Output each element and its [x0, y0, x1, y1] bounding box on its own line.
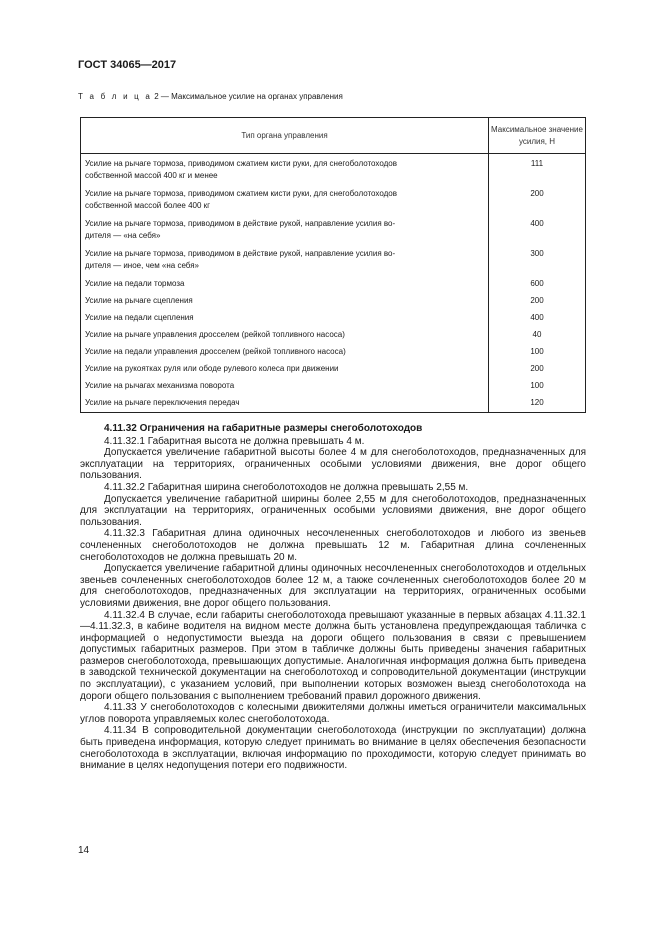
document-title: ГОСТ 34065—2017 — [78, 59, 177, 71]
paragraph: 4.11.34 В сопроводительной документации снегоболотохода (инструкции по эксплуатации) должна быть приведена информация, которую следует принимать во внимание в целях обеспечения безопасности снегоболотохода в эксплуатации, включая информацию по проходимости, которую следует принимать во внимание в целях недопущения потери его подвижности. — [80, 725, 586, 772]
table-row — [81, 216, 586, 246]
table-cell-value: 600 — [489, 276, 586, 293]
table-cell-value: 400 — [489, 216, 586, 246]
table-header-row — [81, 118, 586, 154]
table-cell-value: 300 — [489, 246, 586, 276]
paragraph: 4.11.32.3 Габаритная длина одиночных несочлененных снегоболотоходов и любого из звеньев сочлененных снегоболотоходов не должна превышать 12 м. Габаритная длина сочлененных снегоболотоходов не должна превышать 20 м. — [80, 528, 586, 563]
table-row — [81, 361, 586, 378]
table-cell-description: Усилие на педали управления дросселем (рейкой топливного насоса) — [81, 344, 489, 361]
table-row — [81, 327, 586, 344]
table-cell-value: 40 — [489, 327, 586, 344]
column-header-max-force — [489, 118, 586, 154]
table-cell-description: Усилие на рукоятках руля или ободе рулевого колеса при движении — [81, 361, 489, 378]
page-number: 14 — [78, 845, 90, 856]
table-row — [81, 395, 586, 413]
table-caption-text: 2 — Максимальное усилие на органах управления — [152, 92, 343, 101]
table-cell-description: Усилие на рычаге управления дросселем (рейкой топливного насоса) — [81, 327, 489, 344]
table-cell-value: 200 — [489, 361, 586, 378]
paragraph: Допускается увеличение габаритной высоты более 4 м для снегоболотоходов, предназначенных для эксплуатации на территориях, ограниченных особыми условиями движения, вне дорог общего пользования. — [80, 447, 586, 482]
paragraph: Допускается увеличение габаритной длины одиночных несочлененных снегоболотоходов и отдельных звеньев сочлененных снегоболотоходов более 12 м, а также сочлененных снегоболотоходов более 20 м для снегоболотоходов, предназначенных для эксплуатации на территориях, ограниченных особыми условиями движения, вне дорог общего пользования. — [80, 563, 586, 609]
table-row — [81, 186, 586, 216]
table-cell-value: 400 — [489, 310, 586, 327]
table-cell-value: 100 — [489, 378, 586, 395]
table-row — [81, 378, 586, 395]
column-header-control-type: Тип органа управления — [81, 118, 489, 154]
table-cell-description: Усилие на рычаге сцепления — [81, 293, 489, 310]
table-row — [81, 293, 586, 310]
paragraph: Допускается увеличение габаритной ширины более 2,55 м для снегоболотоходов, предназначенных для эксплуатации на территориях, ограниченных особыми условиями движения, вне дорог общего пользования. — [80, 493, 586, 528]
table-cell-value: 100 — [489, 344, 586, 361]
table-cell-description: Усилие на рычаге тормоза, приводимом в действие рукой, направление усилия во- дителя — «на себя» — [81, 216, 489, 246]
table-cell-description: Усилие на педали тормоза — [81, 276, 489, 293]
table-cell-description: Усилие на рычагах механизма поворота — [81, 378, 489, 395]
table-row — [81, 276, 586, 293]
table-row — [81, 154, 586, 187]
paragraph: 4.11.32.2 Габаритная ширина снегоболотоходов не должна превышать 2,55 м. — [104, 481, 469, 493]
section-heading: 4.11.32 Ограничения на габаритные размеры снегоболотоходов — [104, 423, 423, 434]
table-cell-value: 111 — [489, 154, 586, 187]
table-cell-value: 200 — [489, 293, 586, 310]
paragraph: 4.11.32.4 В случае, если габариты снегоболотохода превышают указанные в первых абзацах 4.11.32.1—4.11.32.3, в кабине водителя на видном месте должна быть установлена предупреждающая табличка с информацией о недопустимости выезда на дороги общего пользования в связи с превышением допустимых габаритных размеров. При этом в табличке должны быть приведены значения габаритных размеров снегоболотохода, превышающих допустимые. Аналогичная информация должна быть приведена в заводской технической документации на снегоболотоход и сопроводительной документации (инструкции по эксплуатации), с указанием условий, при выполнении которых возможен выезд снегоболотохода на дороги общего пользования с выполнением требований правил дорожного движения. — [80, 609, 586, 702]
table-row — [81, 246, 586, 276]
table-row — [81, 310, 586, 327]
section-body — [80, 423, 586, 772]
table-cell-description: Усилие на рычаге тормоза, приводимом сжатием кисти руки, для снегоболотоходов собственной массой более 400 кг — [81, 186, 489, 216]
table-cell-description: Усилие на рычаге тормоза, приводимом сжатием кисти руки, для снегоболотоходов собственной массой 400 кг и менее — [81, 154, 489, 187]
column-header-max-force-line1: Максимальное значение — [491, 124, 583, 134]
table-cell-description: Усилие на педали сцепления — [81, 310, 489, 327]
paragraph: 4.11.32.1 Габаритная высота не должна превышать 4 м. — [104, 435, 365, 447]
table-cell-description: Усилие на рычаге тормоза, приводимом в действие рукой, направление усилия во- дителя — иное, чем «на себя» — [81, 246, 489, 276]
paragraph: 4.11.33 У снегоболотоходов с колесными движителями должны иметься ограничители максимальных углов поворота управляемых колес снегоболотохода. — [80, 702, 586, 725]
table-cell-description: Усилие на рычаге переключения передач — [81, 395, 489, 413]
table-row — [81, 344, 586, 361]
table-caption — [78, 92, 343, 101]
table-cell-value: 200 — [489, 186, 586, 216]
table-cell-value: 120 — [489, 395, 586, 413]
force-table — [80, 117, 586, 413]
table-caption-label: Т а б л и ц а — [78, 92, 153, 101]
column-header-max-force-line2: усилия, Н — [518, 136, 556, 146]
